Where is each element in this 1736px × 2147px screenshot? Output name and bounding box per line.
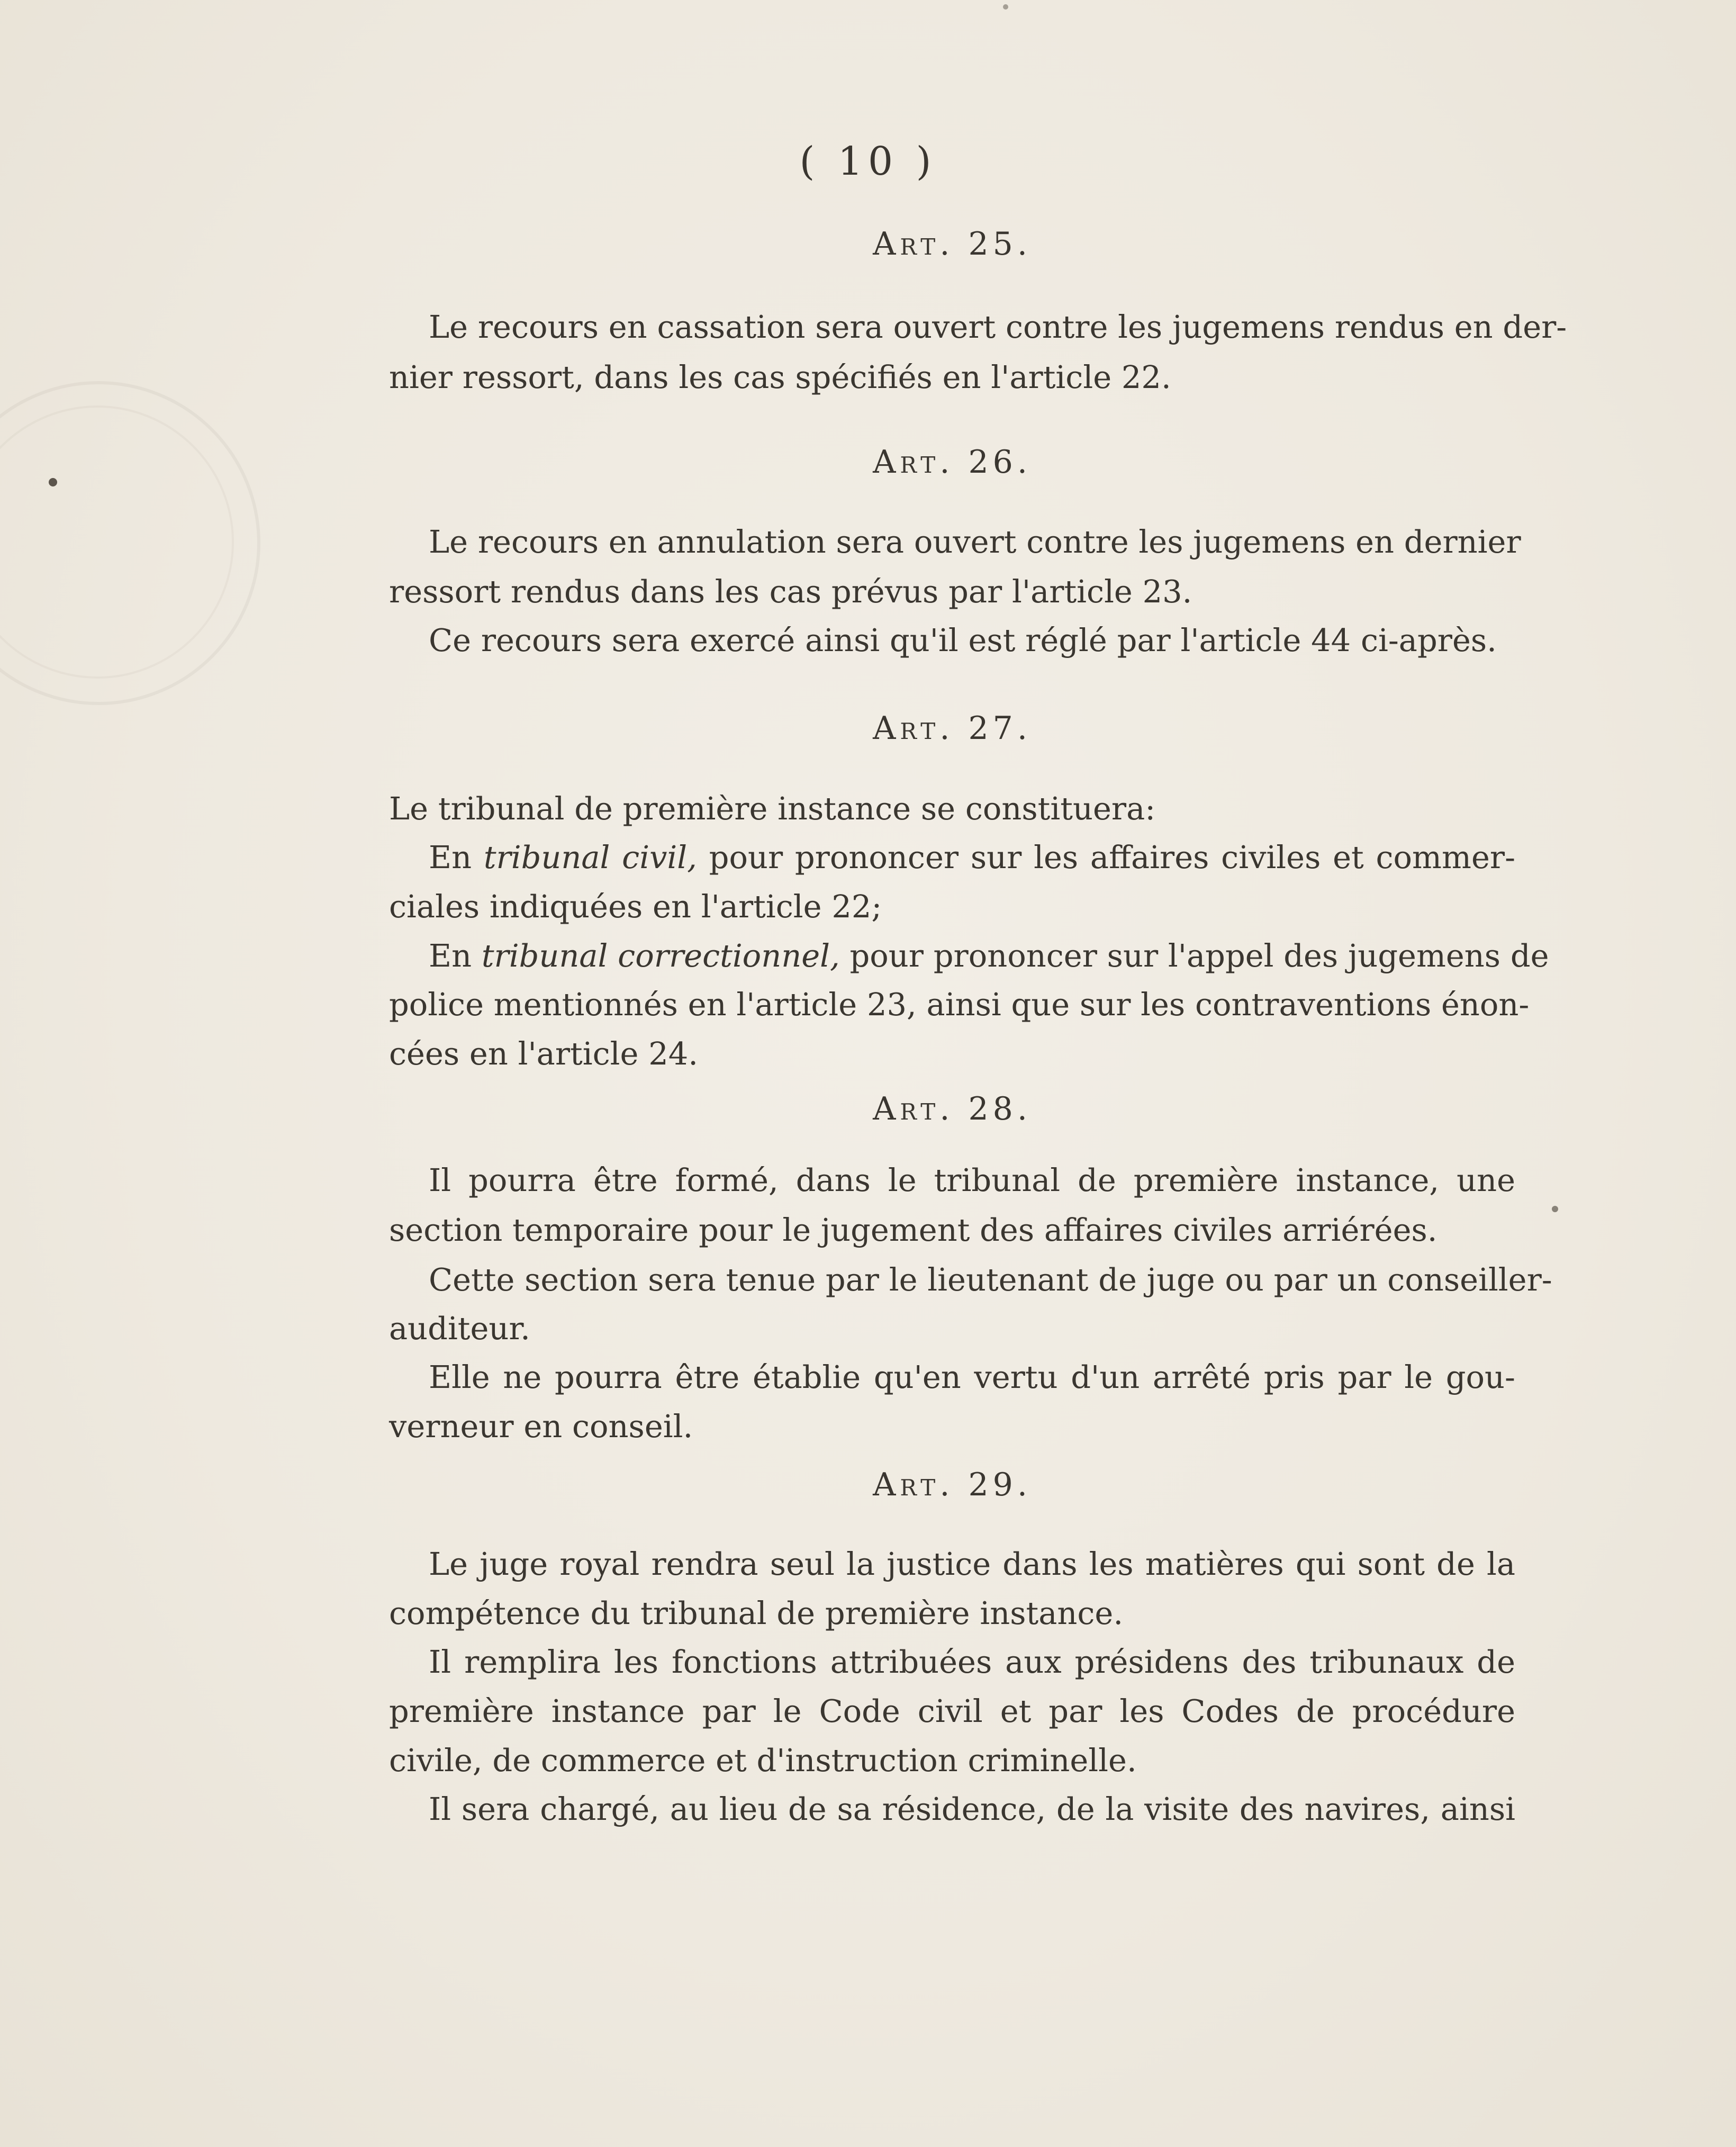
paragraph-line: section temporaire pour le jugement des affaires civiles arriérées. bbox=[389, 1212, 1437, 1248]
article-heading: Art. 29. bbox=[873, 1466, 1032, 1503]
italic-term: tribunal correctionnel, bbox=[481, 937, 840, 974]
paragraph-line: auditeur. bbox=[389, 1310, 530, 1347]
paragraph-line: police mentionnés en l'article 23, ainsi que sur les contraventions énon- bbox=[389, 986, 1530, 1023]
paragraph-line-italic-term: En tribunal civil, pour prononcer sur les affaires civiles et commer- bbox=[429, 839, 1516, 876]
paragraph-line: Ce recours sera exercé ainsi qu'il est réglé par l'article 44 ci-après. bbox=[429, 622, 1497, 658]
paragraph-line: Le recours en cassation sera ouvert contre les jugemens rendus en der- bbox=[429, 309, 1567, 345]
paragraph-line: Elle ne pourra être établie qu'en vertu d'un arrêté pris par le gou- bbox=[429, 1359, 1515, 1395]
paragraph-line: ressort rendus dans les cas prévus par l'article 23. bbox=[389, 573, 1192, 610]
page-number: ( 10 ) bbox=[799, 139, 937, 184]
article-heading: Art. 27. bbox=[873, 710, 1032, 747]
paragraph-line: cées en l'article 24. bbox=[389, 1035, 699, 1072]
paragraph-line: compétence du tribunal de première instance. bbox=[389, 1595, 1124, 1631]
ink-speck bbox=[1552, 1206, 1558, 1212]
paragraph-line: Le tribunal de première instance se constituera: bbox=[389, 790, 1156, 827]
paragraph-line: Le recours en annulation sera ouvert contre les jugemens en dernier bbox=[429, 524, 1521, 560]
paragraph-line: verneur en conseil. bbox=[389, 1408, 693, 1445]
library-stamp-faint bbox=[0, 381, 260, 705]
paragraph-line: Il remplira les fonctions attribuées aux présidens des tribunaux de bbox=[429, 1644, 1515, 1680]
paragraph-line: Le juge royal rendra seul la justice dans les matières qui sont de la bbox=[429, 1546, 1515, 1582]
article-heading: Art. 25. bbox=[873, 225, 1032, 263]
italic-term: tribunal civil, bbox=[483, 839, 697, 876]
paragraph-line: ciales indiquées en l'article 22; bbox=[389, 888, 882, 925]
paragraph-line: première instance par le Code civil et par les Codes de procédure bbox=[389, 1693, 1515, 1729]
paragraph-line: Il pourra être formé, dans le tribunal de première instance, une bbox=[429, 1162, 1515, 1198]
paragraph-line: Il sera chargé, au lieu de sa résidence, de la visite des navires, ainsi bbox=[429, 1791, 1515, 1827]
ink-speck bbox=[49, 478, 57, 486]
paragraph-line: civile, de commerce et d'instruction criminelle. bbox=[389, 1742, 1137, 1779]
paragraph-line-italic-term: En tribunal correctionnel, pour prononcer sur l'appel des jugemens de bbox=[429, 937, 1549, 974]
paragraph-line: nier ressort, dans les cas spécifiés en l'article 22. bbox=[389, 359, 1171, 395]
paragraph-line: Cette section sera tenue par le lieutenant de juge ou par un conseiller- bbox=[429, 1261, 1552, 1298]
ink-speck bbox=[1003, 4, 1008, 10]
article-heading: Art. 28. bbox=[873, 1090, 1032, 1127]
article-heading: Art. 26. bbox=[873, 444, 1032, 481]
